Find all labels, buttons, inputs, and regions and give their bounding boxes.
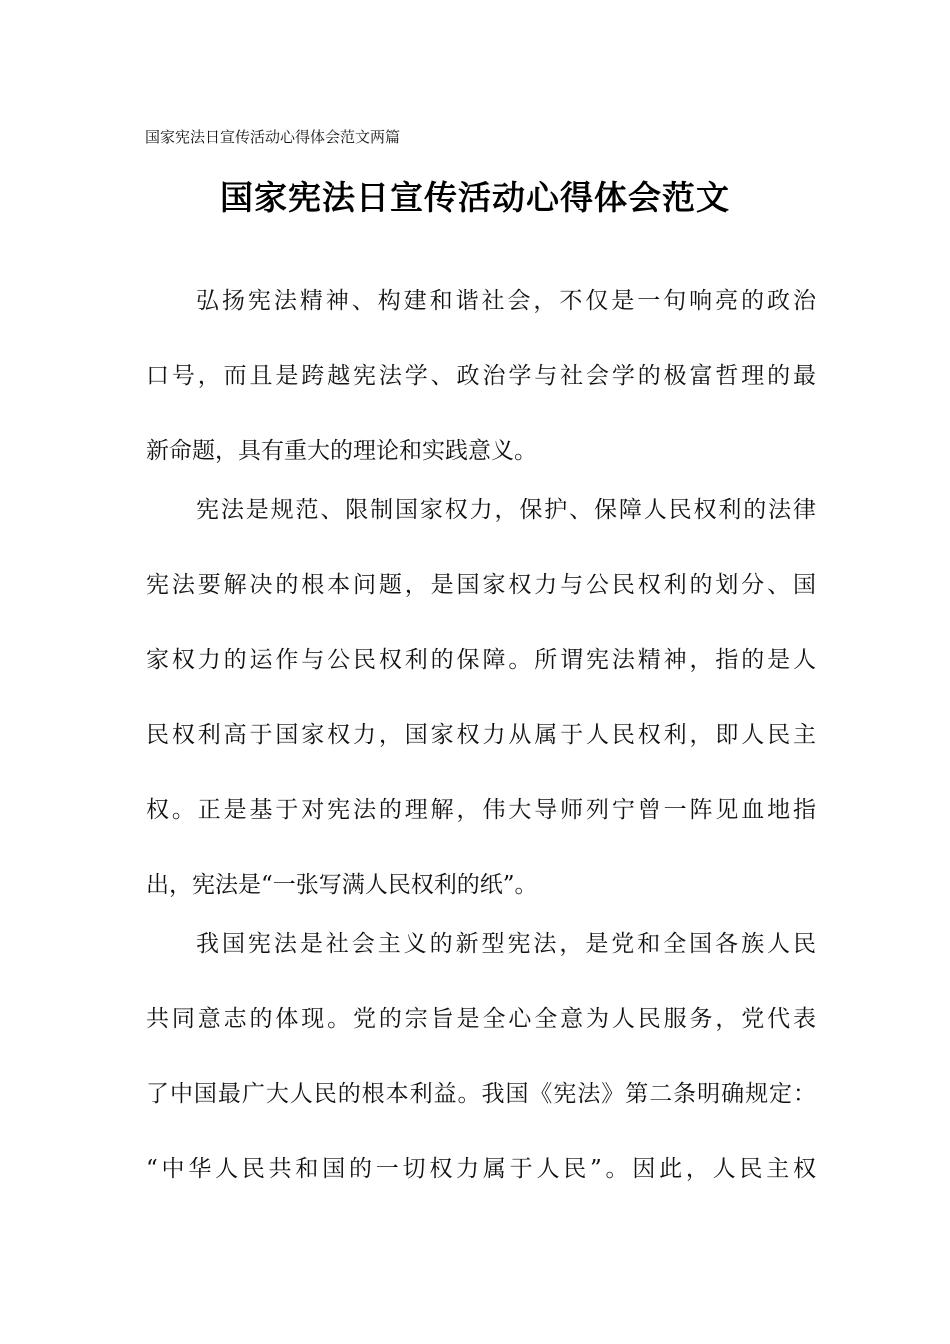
paragraph-3-line-4: “中华人民共和国的一切权力属于人民”。因此，人民主权	[146, 1156, 816, 1182]
paragraph-1-line-3: 新命题，具有重大的理论和实践意义。	[146, 438, 537, 464]
paragraph-2-line-2: 宪法要解决的根本问题，是国家权力与公民权利的划分、国	[146, 572, 816, 598]
paragraph-2-line-3: 家权力的运作与公民权利的保障。所谓宪法精神，指的是人	[146, 647, 816, 673]
running-header: 国家宪法日宣传活动心得体会范文两篇	[145, 128, 401, 146]
paragraph-3-line-1: 我国宪法是社会主义的新型宪法，是党和全国各族人民	[196, 931, 816, 957]
paragraph-2-line-1: 宪法是规范、限制国家权力，保护、保障人民权利的法律	[196, 497, 816, 523]
paragraph-3-line-3: 了中国最广大人民的根本利益。我国《宪法》第二条明确规定：	[146, 1081, 816, 1107]
paragraph-1-line-1: 弘扬宪法精神、构建和谐社会，不仅是一句响亮的政治	[196, 288, 816, 314]
document-title: 国家宪法日宣传活动心得体会范文	[220, 178, 730, 217]
paragraph-1-line-2: 口号，而且是跨越宪法学、政治学与社会学的极富哲理的最	[146, 363, 816, 389]
paragraph-2-line-5: 权。正是基于对宪法的理解，伟大导师列宁曾一阵见血地指	[146, 797, 816, 823]
paragraph-2-line-6: 出，宪法是“一张写满人民权利的纸”。	[146, 872, 538, 898]
paragraph-3-line-2: 共同意志的体现。党的宗旨是全心全意为人民服务，党代表	[146, 1006, 816, 1032]
paragraph-2-line-4: 民权利高于国家权力，国家权力从属于人民权利，即人民主	[146, 722, 816, 748]
